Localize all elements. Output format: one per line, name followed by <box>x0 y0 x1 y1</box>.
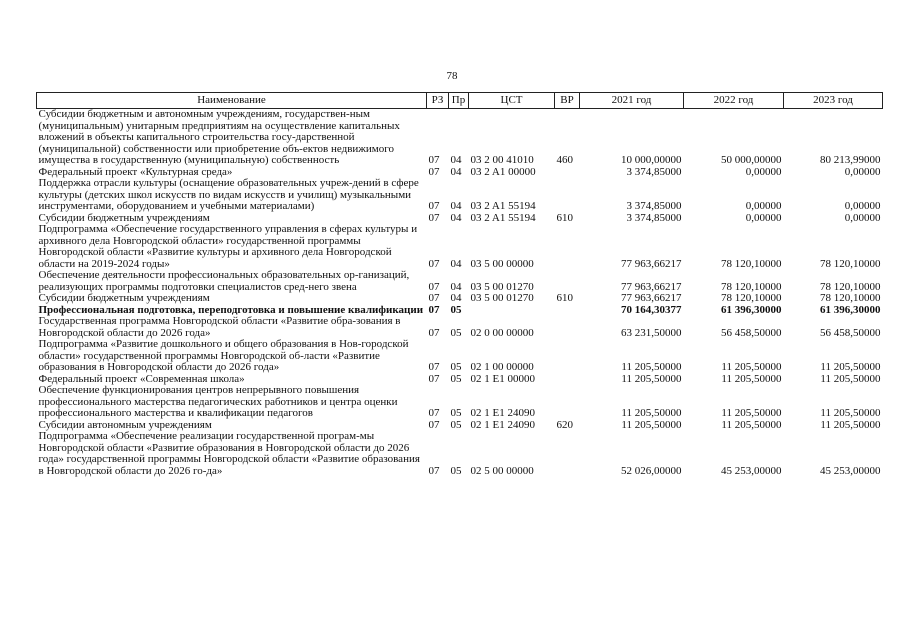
row-vr <box>555 305 580 317</box>
row-pr: 04 <box>450 280 462 293</box>
row-2023: 56 458,50000 <box>820 326 881 339</box>
row-pr: 05 <box>450 418 462 431</box>
row-vr <box>555 224 580 270</box>
row-name: Профессиональная подготовка, переподготовка и повышение квалификации <box>38 303 424 316</box>
row-2023: 78 120,10000 <box>820 257 881 270</box>
row-vr: 620 <box>556 418 573 431</box>
row-2021: 77 963,66217 <box>621 257 682 270</box>
row-cst: 02 0 00 00000 <box>470 326 534 339</box>
row-rz: 07 <box>428 418 440 431</box>
row-2023: 11 205,50000 <box>820 407 881 419</box>
row-cst: 02 1 E1 24090 <box>470 407 535 419</box>
row-cst: 03 2 A1 55194 <box>470 211 536 224</box>
row-cst: 03 2 A1 55194 <box>470 200 536 212</box>
row-2023: 78 120,10000 <box>820 280 881 293</box>
row-cst: 02 1 E1 24090 <box>470 418 535 431</box>
row-2023: 11 205,50000 <box>820 372 881 385</box>
row-2023: 0,00000 <box>844 211 881 224</box>
row-rz: 07 <box>428 154 440 166</box>
row-2021: 11 205,50000 <box>621 418 682 431</box>
row-rz: 07 <box>428 211 440 224</box>
table-row <box>37 109 883 167</box>
row-cst: 03 2 A1 00000 <box>470 165 536 178</box>
row-2022: 50 000,00000 <box>721 154 782 166</box>
row-2022: 11 205,50000 <box>721 361 782 373</box>
row-2021: 3 374,85000 <box>626 200 682 212</box>
row-2023: 11 205,50000 <box>820 361 881 373</box>
header-name: Наименование <box>37 93 427 109</box>
row-pr: 05 <box>450 464 462 477</box>
row-name: Субсидии автономным учреждениям <box>38 418 212 431</box>
row-2023: 80 213,99000 <box>820 154 881 166</box>
row-pr: 05 <box>450 361 462 373</box>
row-name: Подпрограмма «Развитие дошкольного и общего образования в Нов-городской области» государственной программы Новгородской об-ласти «Развитие образования в Новгородской области до 2026 года» <box>38 338 409 373</box>
header-rz: РЗ <box>427 93 449 109</box>
row-rz: 07 <box>428 361 440 373</box>
row-2021: 63 231,50000 <box>621 326 682 339</box>
row-cst: 03 5 00 00000 <box>470 257 534 270</box>
row-2022: 11 205,50000 <box>721 407 782 419</box>
row-cst: 03 2 00 41010 <box>470 154 534 166</box>
row-rz: 07 <box>428 200 440 212</box>
header-cst: ЦСТ <box>469 93 555 109</box>
row-2022: 45 253,00000 <box>721 464 782 477</box>
row-name: Субсидии бюджетным учреждениям <box>38 211 210 224</box>
row-2023: 0,00000 <box>844 200 881 212</box>
row-vr: 610 <box>556 211 573 224</box>
row-vr <box>555 339 580 374</box>
row-rz: 07 <box>428 292 440 304</box>
row-name: Обеспечение деятельности профессиональных образовательных ор-ганизаций, реализующих программы подготовки специалистов сред-него звена <box>38 269 410 293</box>
row-2021: 11 205,50000 <box>621 372 682 385</box>
row-name: Поддержка отрасли культуры (оснащение образовательных учреж-дений в сфере культуры (детских школ искусств по видам искусств и училищ) музыкальными инструментами, оборудованием и учебными материалами) <box>38 177 419 212</box>
row-2023: 78 120,10000 <box>820 292 881 304</box>
table-row <box>37 224 883 270</box>
row-name: Субсидии бюджетным учреждениям <box>38 292 210 304</box>
row-pr: 04 <box>450 200 462 212</box>
row-name: Субсидии бюджетным и автономным учреждениям, государствен-ным (муниципальным) унитарным предприятиям на осуществление капитальных вложений в объекты капитального строительства госу-дарственной (муниципальной) собственности или приобретение объ-ектов недвижимого имущества в государственную (муниципальную) собственность <box>38 108 400 166</box>
row-cst: 02 1 E1 00000 <box>470 372 535 385</box>
row-2022: 56 458,50000 <box>721 326 782 339</box>
row-2021: 3 374,85000 <box>626 211 682 224</box>
row-pr: 05 <box>450 303 462 316</box>
row-2022: 0,00000 <box>745 211 782 224</box>
row-pr: 05 <box>450 407 462 419</box>
row-2022: 78 120,10000 <box>721 280 782 293</box>
row-pr: 04 <box>450 165 462 178</box>
row-2023: 45 253,00000 <box>820 464 881 477</box>
row-rz: 07 <box>428 407 440 419</box>
row-2021: 11 205,50000 <box>621 361 682 373</box>
row-2021: 77 963,66217 <box>621 292 682 304</box>
row-name: Федеральный проект «Культурная среда» <box>38 165 233 178</box>
table-row <box>37 385 883 420</box>
row-2021: 3 374,85000 <box>626 165 682 178</box>
row-cst: 03 5 00 01270 <box>470 280 534 293</box>
budget-table <box>36 92 883 477</box>
row-pr: 05 <box>450 372 462 385</box>
row-2023: 11 205,50000 <box>820 418 881 431</box>
table-body <box>37 109 883 478</box>
row-vr: 610 <box>556 292 573 304</box>
row-2022: 78 120,10000 <box>721 292 782 304</box>
header-2021: 2021 год <box>580 93 684 109</box>
row-2021: 10 000,00000 <box>621 154 682 166</box>
table-row <box>37 339 883 374</box>
row-2021: 70 164,30377 <box>621 303 682 316</box>
row-rz: 07 <box>428 464 440 477</box>
row-rz: 07 <box>428 372 440 385</box>
row-vr <box>555 178 580 213</box>
row-pr: 04 <box>450 257 462 270</box>
row-vr <box>555 431 580 477</box>
header-2023: 2023 год <box>784 93 883 109</box>
header-pr: Пр <box>449 93 469 109</box>
row-cst: 02 5 00 00000 <box>470 464 534 477</box>
table-row <box>37 270 883 293</box>
row-2022: 0,00000 <box>745 165 782 178</box>
row-rz: 07 <box>428 303 440 316</box>
row-2021: 77 963,66217 <box>621 280 682 293</box>
table-row <box>37 431 883 477</box>
row-rz: 07 <box>428 280 440 293</box>
row-rz: 07 <box>428 257 440 270</box>
row-pr: 04 <box>450 154 462 166</box>
row-name: Обеспечение функционирования центров непрерывного повышения профессионального мастерства педагогических работников и центра оценки профессионального мастерства и квалификации педагогов <box>38 384 398 419</box>
row-name: Подпрограмма «Обеспечение государственного управления в сферах культуры и архивного дела Новгородской области» государственной программы Новгородской области «Развитие культуры и архивного дела Новгородской области на 2019-2024 годы» <box>38 223 418 270</box>
row-vr <box>555 316 580 339</box>
row-cst: 02 1 00 00000 <box>470 361 534 373</box>
row-rz: 07 <box>428 326 440 339</box>
table-header <box>37 93 883 109</box>
row-name: Государственная программа Новгородской области «Развитие обра-зования в Новгородской области до 2026 года» <box>38 315 401 339</box>
row-vr <box>555 167 580 179</box>
row-2022: 61 396,30000 <box>721 303 782 316</box>
header-vr: ВР <box>555 93 580 109</box>
header-2022: 2022 год <box>684 93 784 109</box>
row-pr: 04 <box>450 292 462 304</box>
row-name: Федеральный проект «Современная школа» <box>38 372 245 385</box>
row-pr: 04 <box>450 211 462 224</box>
row-2021: 11 205,50000 <box>621 407 682 419</box>
row-2022: 78 120,10000 <box>721 257 782 270</box>
row-pr: 05 <box>450 326 462 339</box>
row-2021: 52 026,00000 <box>621 464 682 477</box>
table-row <box>37 178 883 213</box>
row-vr <box>555 374 580 386</box>
row-2022: 11 205,50000 <box>721 418 782 431</box>
row-cst: 03 5 00 01270 <box>470 292 534 304</box>
table-row <box>37 316 883 339</box>
row-2023: 61 396,30000 <box>820 303 881 316</box>
row-vr <box>555 385 580 420</box>
row-2022: 11 205,50000 <box>721 372 782 385</box>
table-row <box>37 293 883 305</box>
row-vr <box>555 270 580 293</box>
row-cst <box>469 305 555 317</box>
row-2023: 0,00000 <box>844 165 881 178</box>
row-rz: 07 <box>428 165 440 178</box>
page-number: 78 <box>446 70 458 82</box>
row-2022: 0,00000 <box>745 200 782 212</box>
row-vr: 460 <box>556 154 573 166</box>
row-name: Подпрограмма «Обеспечение реализации государственной програм-мы Новгородской области «Развитие образования в Новгородской области до 2026 года» государственной программы Новгородской области «Развитие образования в Новгородской области до 2026 го-да» <box>38 430 420 477</box>
